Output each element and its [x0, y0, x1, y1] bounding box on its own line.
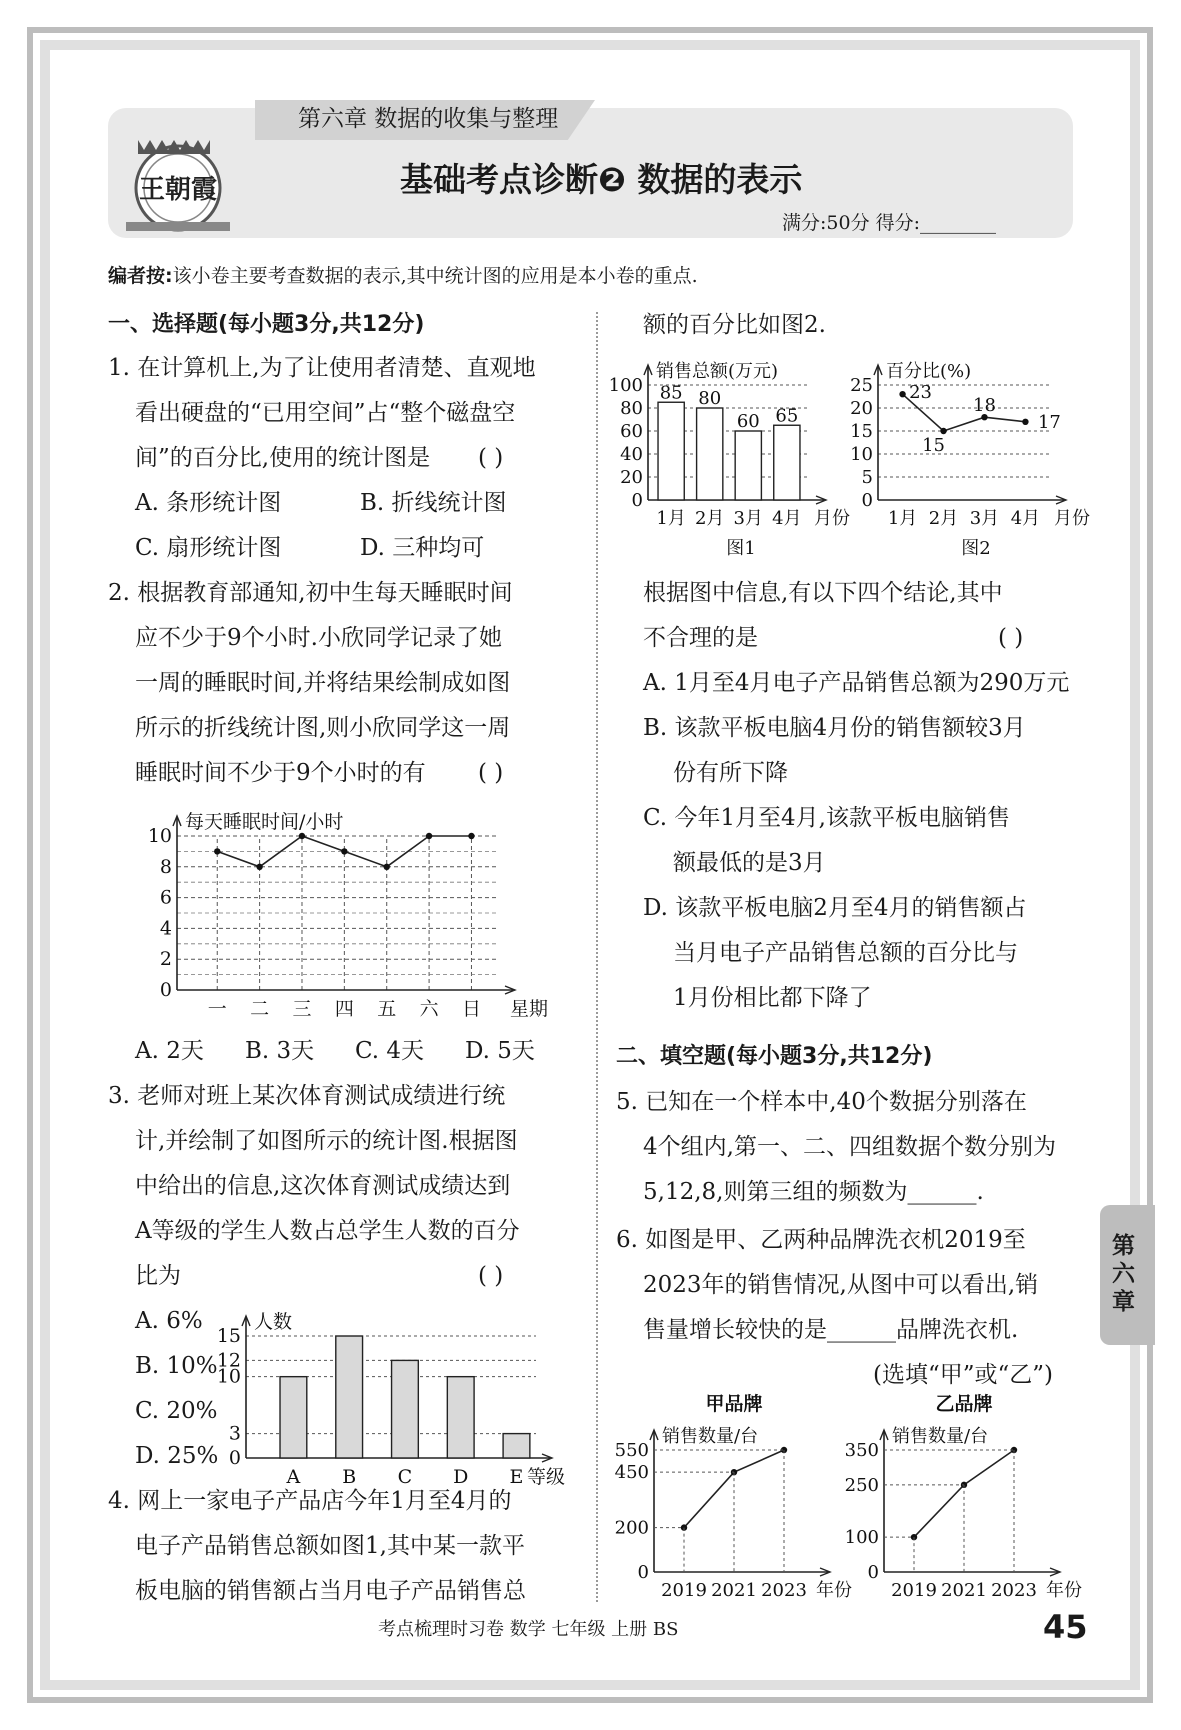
y-tick-label: 40: [620, 444, 643, 465]
q6-hint: (选填“甲”或“乙”): [873, 1362, 1053, 1388]
q2-line4: 所示的折线统计图,则小欣同学这一周: [135, 715, 511, 741]
y-tick-label: 80: [620, 398, 643, 419]
q6-line3[interactable]: 售量增长较快的是______品牌洗衣机.: [643, 1317, 1019, 1343]
y-tick-label: 4: [159, 917, 172, 940]
y-tick-label: 0: [631, 490, 643, 511]
bar: [774, 425, 800, 500]
x-tick-label: 4月: [1010, 508, 1041, 529]
x-tick-label: 3月: [969, 508, 1000, 529]
q4-line2: 电子产品销售总额如图1,其中某一款平: [135, 1533, 525, 1559]
y-tick-label: 100: [844, 1527, 879, 1549]
y-tick-label: 5: [861, 467, 873, 488]
column-divider: [596, 312, 598, 1602]
data-point: [384, 864, 390, 870]
data-label: 65: [775, 405, 799, 427]
y-tick-label: 15: [216, 1325, 241, 1347]
q2-line1: 2. 根据教育部通知,初中生每天睡眠时间: [108, 580, 513, 606]
x-tick-label: 1月: [656, 508, 686, 529]
y-tick-label: 0: [861, 490, 873, 511]
q3-line5: 比为: [135, 1263, 181, 1289]
data-point: [426, 833, 432, 839]
q4-option-b[interactable]: B. 该款平板电脑4月份的销售额较3月: [643, 715, 1026, 741]
y-tick-label: 10: [147, 825, 172, 847]
q6-line1: 6. 如图是甲、乙两种品牌洗衣机2019至: [616, 1227, 1026, 1253]
bar: [735, 431, 761, 500]
q3-option-c[interactable]: C. 20%: [135, 1398, 218, 1424]
q1-line1: 1. 在计算机上,为了让使用者清楚、直观地: [108, 355, 536, 381]
q3-option-b[interactable]: B. 10%: [135, 1353, 218, 1379]
score-line: 满分:50分 得分:________: [782, 212, 997, 234]
data-label: 15: [922, 435, 945, 456]
y-tick-label: 550: [614, 1440, 649, 1461]
chapter-side-tab-text: 第六章: [1112, 1233, 1135, 1315]
page-number: 45: [1043, 1608, 1088, 1646]
q4-answer-paren[interactable]: ( ): [998, 625, 1024, 651]
q1-line3: 间”的百分比,使用的统计图是: [135, 445, 431, 471]
section2-heading: 二、填空题(每小题3分,共12分): [616, 1044, 933, 1069]
data-point: [299, 833, 305, 839]
y-tick-label: 10: [216, 1365, 241, 1388]
q4-option-c[interactable]: C. 今年1月至4月,该款平板电脑销售: [643, 805, 1010, 831]
x-tick-label: E: [509, 1466, 524, 1488]
q2-answer-paren[interactable]: ( ): [478, 760, 504, 786]
figure-caption: 图1: [726, 538, 756, 559]
y-tick-label: 0: [228, 1447, 241, 1469]
x-tick-label: 2月: [928, 508, 959, 529]
y-tick-label: 3: [228, 1422, 241, 1445]
x-tick-label: 一: [207, 998, 227, 1020]
y-axis-label: 人数: [254, 1311, 293, 1333]
y-axis-label: 销售总额(万元): [656, 361, 779, 382]
q3-line1: 3. 老师对班上某次体育测试成绩进行统: [108, 1083, 506, 1109]
q3-option-d[interactable]: D. 25%: [135, 1443, 219, 1469]
x-tick-label: 2023: [761, 1580, 807, 1601]
figure-caption: 图2: [961, 538, 991, 559]
y-tick-label: 350: [844, 1440, 879, 1461]
editor-note-text: 该小卷主要考查数据的表示,其中统计图的应用是本小卷的重点.: [172, 265, 698, 287]
data-label: 23: [909, 382, 933, 404]
q3-line3: 中给出的信息,这次体育测试成绩达到: [135, 1173, 511, 1199]
x-tick-label: D: [453, 1466, 469, 1488]
q3-option-a[interactable]: A. 6%: [135, 1308, 203, 1334]
q2-option-b[interactable]: B. 3天: [245, 1038, 315, 1064]
y-tick-label: 20: [850, 398, 873, 419]
y-tick-label: 60: [620, 421, 643, 442]
x-tick-label: 三: [292, 998, 312, 1020]
chart-title: 甲品牌: [705, 1393, 763, 1415]
x-tick-label: 二: [250, 998, 270, 1020]
q3-line4: A等级的学生人数占总学生人数的百分: [135, 1218, 520, 1244]
y-tick-label: 25: [850, 375, 873, 396]
q4-option-d-cont1: 当月电子产品销售总额的百分比与: [673, 940, 1018, 966]
x-tick-label: B: [342, 1466, 357, 1488]
q4-line4: 额的百分比如图2.: [643, 312, 826, 338]
y-axis-label: 销售数量/台: [892, 1426, 989, 1447]
chapter-label: 第六章 数据的收集与整理: [298, 106, 559, 132]
grade-bar-chart: [210, 1300, 570, 1490]
x-axis-label: 星期: [509, 998, 549, 1020]
x-axis-label: 年份: [1046, 1580, 1082, 1601]
x-tick-label: 4月: [772, 508, 802, 529]
q5-line2: 4个组内,第一、二、四组数据个数分别为: [643, 1134, 1056, 1160]
data-point: [940, 428, 946, 434]
q4-after-line2: 不合理的是: [643, 625, 758, 651]
publisher-logo: [118, 118, 238, 236]
x-tick-label: 2021: [941, 1580, 987, 1601]
tablet-percent-line-chart: [850, 361, 1090, 559]
q4-option-c-cont: 额最低的是3月: [673, 850, 826, 876]
y-tick-label: 200: [614, 1517, 649, 1539]
q4-after-line1: 根据图中信息,有以下四个结论,其中: [643, 580, 1003, 606]
x-axis-label: 等级: [526, 1466, 566, 1488]
y-tick-label: 20: [620, 467, 643, 488]
y-tick-label: 2: [159, 948, 172, 971]
q3-line2: 计,并绘制了如图所示的统计图.根据图: [135, 1128, 518, 1154]
x-tick-label: 2023: [991, 1580, 1037, 1601]
q1-answer-paren[interactable]: ( ): [478, 445, 504, 471]
bar: [280, 1377, 307, 1458]
page-title: 基础考点诊断❷ 数据的表示: [400, 160, 803, 199]
q2-line3: 一周的睡眠时间,并将结果绘制成如图: [135, 670, 511, 696]
q4-option-d-cont2: 1月份相比都下降了: [673, 985, 872, 1011]
x-axis-label: 月份: [1054, 508, 1090, 529]
q6-line2: 2023年的销售情况,从图中可以看出,销: [643, 1272, 1039, 1298]
x-tick-label: 1月: [887, 508, 918, 529]
y-tick-label: 8: [159, 855, 172, 878]
data-label: 80: [698, 388, 722, 409]
y-tick-label: 0: [637, 1562, 649, 1583]
x-tick-label: 四: [334, 998, 354, 1020]
editor-note: [108, 254, 698, 298]
sales-figures: [608, 350, 1090, 565]
y-tick-label: 250: [844, 1474, 879, 1496]
y-tick-label: 6: [159, 886, 172, 909]
y-tick-label: 100: [608, 375, 643, 396]
data-point: [256, 864, 262, 870]
q2-line5: 睡眠时间不少于9个小时的有: [135, 760, 426, 786]
q4-option-b-cont: 份有所下降: [673, 760, 788, 786]
bar: [658, 402, 684, 500]
data-point: [468, 833, 474, 839]
section1-heading: 一、选择题(每小题3分,共12分): [108, 312, 425, 337]
x-tick-label: 五: [377, 998, 397, 1020]
editor-note-label: 编者按:: [108, 265, 173, 287]
x-tick-label: 日: [461, 998, 481, 1020]
x-tick-label: C: [397, 1466, 413, 1488]
q4-line3: 板电脑的销售额占当月电子产品销售总: [135, 1578, 526, 1604]
sales-total-bar-chart: [609, 361, 850, 559]
q4-option-a[interactable]: A. 1月至4月电子产品销售总额为290万元: [643, 670, 1070, 696]
x-tick-label: A: [286, 1466, 301, 1488]
data-label: 18: [973, 395, 996, 417]
y-tick-label: 450: [614, 1462, 649, 1484]
y-axis-label: 每天睡眠时间/小时: [185, 811, 344, 833]
q1-line2: 看出硬盘的“已用空间”占“整个磁盘空: [135, 400, 516, 426]
q2-line2: 应不少于9个小时.小欣同学记录了她: [135, 625, 502, 651]
data-label: 17: [1037, 411, 1061, 433]
data-label: 60: [736, 411, 760, 432]
y-tick-label: 0: [159, 979, 172, 1001]
q2-option-d[interactable]: D. 5天: [465, 1038, 535, 1064]
data-point: [899, 391, 905, 397]
q2-option-a[interactable]: A. 2天: [135, 1038, 204, 1064]
data-label: 85: [659, 382, 683, 404]
q2-option-c[interactable]: C. 4天: [355, 1038, 425, 1064]
y-tick-label: 10: [850, 444, 873, 465]
footer-text: 考点梳理时习卷 数学 七年级 上册 BS: [378, 1619, 679, 1640]
y-tick-label: 15: [850, 421, 873, 442]
data-point: [341, 848, 347, 854]
data-point: [1022, 419, 1028, 425]
sleep-line-chart: [140, 800, 560, 1020]
q5-line3[interactable]: 5,12,8,则第三组的频数为______.: [643, 1179, 984, 1205]
brand-yi-line-chart: [845, 1392, 1082, 1601]
bar: [392, 1360, 419, 1458]
q1-option-b[interactable]: B. 折线统计图: [360, 490, 507, 516]
q1-option-c[interactable]: C. 扇形统计图: [135, 535, 282, 561]
bar: [336, 1336, 363, 1458]
x-axis-label: 月份: [814, 508, 850, 529]
y-tick-label: 12: [216, 1349, 241, 1372]
q3-answer-paren[interactable]: ( ): [478, 1263, 504, 1289]
y-tick-label: 0: [867, 1562, 879, 1583]
x-tick-label: 2021: [711, 1580, 757, 1601]
data-point: [214, 848, 220, 854]
logo-text: 王朝霞: [138, 175, 218, 205]
y-axis-label: 销售数量/台: [662, 1426, 759, 1447]
bar: [697, 408, 723, 500]
q1-option-d[interactable]: D. 三种均可: [360, 535, 485, 561]
x-axis-label: 年份: [816, 1580, 852, 1601]
y-axis-label: 百分比(%): [886, 361, 972, 382]
x-tick-label: 2019: [891, 1580, 937, 1601]
chart-title: 乙品牌: [935, 1393, 993, 1415]
bar: [503, 1434, 530, 1458]
x-tick-label: 2019: [661, 1580, 707, 1601]
bar: [447, 1377, 474, 1458]
q1-option-a[interactable]: A. 条形统计图: [135, 490, 282, 516]
x-tick-label: 2月: [694, 508, 725, 529]
x-tick-label: 六: [419, 998, 439, 1020]
q4-line1: 4. 网上一家电子产品店今年1月至4月的: [108, 1488, 512, 1514]
q5-line1: 5. 已知在一个样本中,40个数据分别落在: [616, 1089, 1027, 1115]
brand-jia-line-chart: [615, 1392, 852, 1601]
washer-sales-charts: [614, 1393, 1082, 1610]
q4-option-d[interactable]: D. 该款平板电脑2月至4月的销售额占: [643, 895, 1027, 921]
x-tick-label: 3月: [733, 508, 764, 529]
